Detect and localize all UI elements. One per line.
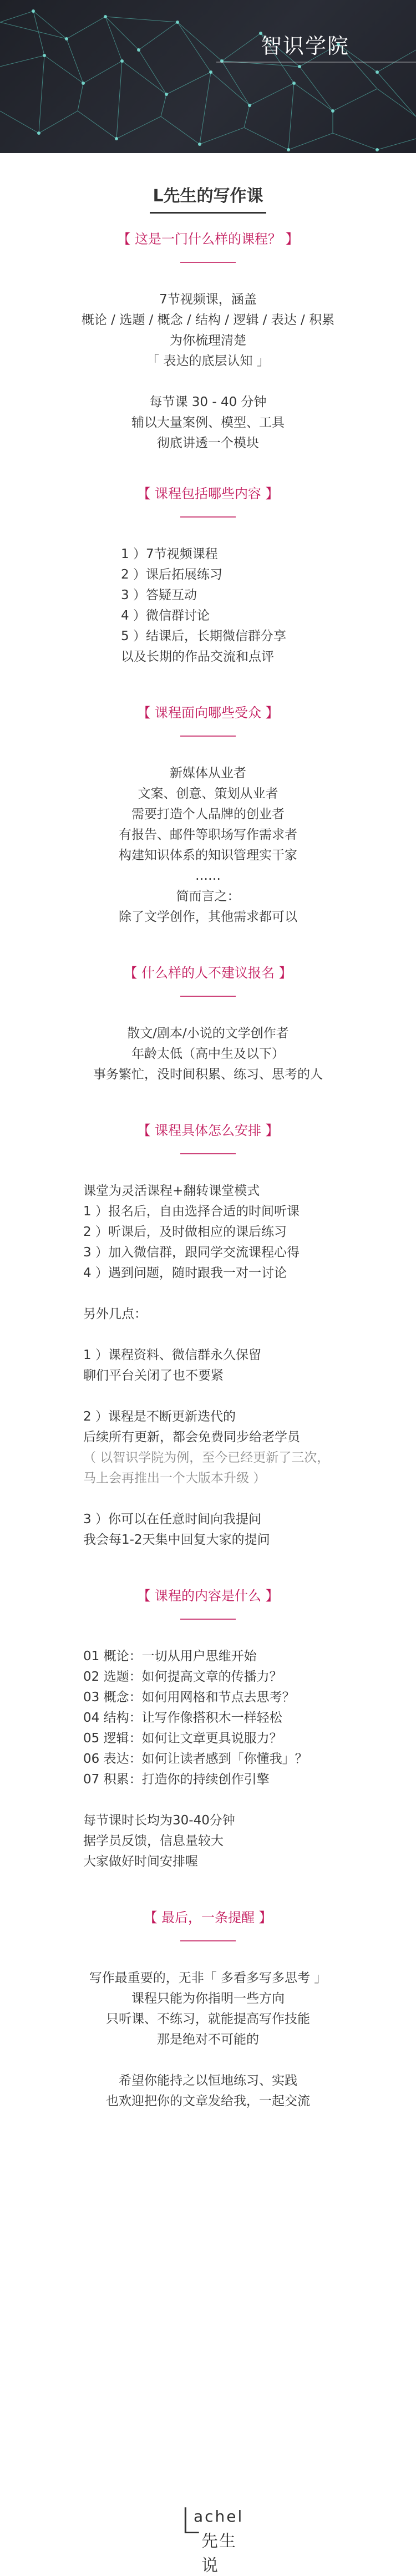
list-item: 3 ）你可以在任意时间向我提问 xyxy=(83,1512,261,1527)
text-line: 每节课 30 - 40 分钟 xyxy=(149,395,267,409)
network-background-graphic xyxy=(0,0,416,153)
section-final-reminder xyxy=(0,1906,416,2112)
text-line: 简而言之： xyxy=(176,889,240,904)
text-line: 「 表达的底层认知 」 xyxy=(146,354,270,368)
logo-top-text: achel xyxy=(194,2507,244,2526)
section-audience xyxy=(0,702,416,927)
section-body xyxy=(0,763,416,927)
list-item: 1 ）报名后，自由选择合适的时间听课 xyxy=(83,1204,300,1219)
text-line: 年龄太低（高中生及以下） xyxy=(131,1047,285,1061)
spacer xyxy=(83,1790,416,1811)
text-line: 大家做好时间安排喔 xyxy=(83,1854,198,1869)
article-content xyxy=(0,182,416,2112)
text-line: 概论 / 选题 / 概念 / 结构 / 逻辑 / 表达 / 积累 xyxy=(81,313,335,327)
text-line: …… xyxy=(195,869,221,883)
spacer xyxy=(83,1386,416,1407)
section-syllabus xyxy=(0,1585,416,1872)
text-line: 辅以大量案例、模型、工具 xyxy=(131,415,285,430)
footer-logo xyxy=(0,2501,416,2575)
heading-divider xyxy=(180,516,236,518)
header-banner xyxy=(0,0,416,153)
spacer xyxy=(83,1325,416,1345)
section-course-contents xyxy=(0,483,416,667)
heading-divider xyxy=(180,262,236,263)
text-line: 事务繁忙，没时间积累、练习、思考的人 xyxy=(93,1067,323,1082)
list-item: 3 ）加入微信群，跟同学交流课程心得 xyxy=(83,1245,300,1260)
syllabus-item: 05 逻辑：如何让文章更具说服力？ xyxy=(83,1731,282,1746)
brand-name: 智识学院 xyxy=(260,34,349,58)
text-line: 新媒体从业者 xyxy=(170,766,246,780)
syllabus-item: 06 表达：如何让读者感到「你懂我」？ xyxy=(83,1752,308,1766)
note-line: （ 以智识学院为例，至今已经更新了三次， xyxy=(83,1451,330,1465)
title-underline xyxy=(150,212,266,214)
heading-divider xyxy=(180,1153,236,1154)
spacer xyxy=(0,372,416,392)
heading-divider xyxy=(180,1619,236,1620)
list-item: 4 ）微信群讨论 xyxy=(121,608,210,623)
course-title: L先生的写作课 xyxy=(153,186,263,206)
text-line: 每节课时长均为30-40分钟 xyxy=(83,1813,235,1828)
spacer xyxy=(0,2050,416,2071)
section-heading: 【 什么样的人不建议报名 】 xyxy=(124,965,292,981)
section-body xyxy=(0,1968,416,2112)
text-line: 聊们平台关闭了也不要紧 xyxy=(83,1368,224,1383)
section-body xyxy=(0,1646,416,1872)
spacer xyxy=(83,1284,416,1304)
text-line: 7节视频课，涵盖 xyxy=(159,292,257,307)
list-item: 以及长期的作品交流和点评 xyxy=(121,650,274,664)
heading-divider xyxy=(180,996,236,997)
text-line: 为你梳理清楚 xyxy=(170,333,246,348)
section-body xyxy=(0,544,416,667)
section-course-intro xyxy=(0,228,416,454)
syllabus-item: 03 概念：如何用网格和节点去思考？ xyxy=(83,1690,295,1705)
text-line: 需要打造个人品牌的创业者 xyxy=(131,807,285,822)
syllabus-item: 01 概论：一切从用户思维开始 xyxy=(83,1649,257,1664)
text-line: 课堂为灵活课程+翻转课堂模式 xyxy=(83,1184,260,1198)
section-heading: 【 最后，一条提醒 】 xyxy=(144,1910,272,1925)
text-line: 除了文学创作，其他需求都可以 xyxy=(119,910,297,924)
syllabus-item: 07 积累：打造你的持续创作引擎 xyxy=(83,1772,270,1787)
logo-bottom-text: 先生说 xyxy=(201,2532,237,2575)
heading-divider xyxy=(180,1940,236,1941)
author-logo xyxy=(180,2501,252,2575)
list-item: 2 ）课程是不断更新迭代的 xyxy=(83,1409,236,1424)
list-item: 4 ）遇到问题，随时跟我一对一讨论 xyxy=(83,1266,287,1280)
section-heading: 【 这是一门什么样的课程？ 】 xyxy=(117,231,299,247)
section-heading: 【 课程包括哪些内容 】 xyxy=(137,486,279,501)
list-item: 2 ）听课后，及时做相应的课后练习 xyxy=(83,1225,287,1239)
list-item: 1 ）课程资料、微信群永久保留 xyxy=(83,1348,261,1362)
spacer xyxy=(83,1489,416,1509)
section-not-recommended xyxy=(0,962,416,1085)
section-body xyxy=(0,1023,416,1085)
text-line: 彻底讲透一个模块 xyxy=(157,436,259,450)
text-line: 据学员反馈，信息量较大 xyxy=(83,1834,224,1848)
section-body xyxy=(0,1181,416,1550)
list-item: 5 ）结课后，长期微信群分享 xyxy=(121,629,286,643)
text-line: 希望你能持之以恒地练习、实践 xyxy=(119,2073,297,2088)
text-line: 那是绝对不可能的 xyxy=(157,2032,259,2047)
section-heading: 【 课程具体怎么安排 】 xyxy=(137,1123,279,1138)
text-line: 散文/剧本/小说的文学创作者 xyxy=(127,1026,289,1041)
heading-divider xyxy=(180,736,236,737)
text-line: 也欢迎把你的文章发给我，一起交流 xyxy=(106,2094,310,2108)
text-line: 只听课、不练习，就能提高写作技能 xyxy=(106,2012,310,2026)
text-line: 有报告、邮件等职场写作需求者 xyxy=(119,828,297,842)
logo-letter: L xyxy=(180,2501,200,2542)
section-heading: 【 课程面向哪些受众 】 xyxy=(137,705,279,721)
text-line: 文案、创意、策划从业者 xyxy=(138,787,278,801)
text-line: 后续所有更新，都会免费同步给老学员 xyxy=(83,1430,300,1444)
text-line: 构建知识体系的知识管理实干家 xyxy=(119,848,297,863)
section-body xyxy=(0,290,416,454)
list-item: 3 ）答疑互动 xyxy=(121,588,197,602)
note-line: 马上会再推出一个大版本升级 ） xyxy=(83,1471,266,1485)
section-schedule xyxy=(0,1119,416,1550)
section-heading: 【 课程的内容是什么 】 xyxy=(137,1588,279,1604)
list-item: 2 ）课后拓展练习 xyxy=(121,567,222,582)
text-line: 课程只能为你指明一些方向 xyxy=(131,1991,285,2006)
text-line: 我会每1-2天集中回复大家的提问 xyxy=(83,1533,270,1547)
text-line: 另外几点： xyxy=(83,1307,147,1321)
syllabus-item: 02 选题：如何提高文章的传播力？ xyxy=(83,1670,282,1684)
list-item: 1 ）7节视频课程 xyxy=(121,547,218,561)
syllabus-item: 04 结构：让写作像搭积木一样轻松 xyxy=(83,1711,282,1725)
text-line: 写作最重要的，无非「 多看多写多思考 」 xyxy=(89,1971,327,1985)
